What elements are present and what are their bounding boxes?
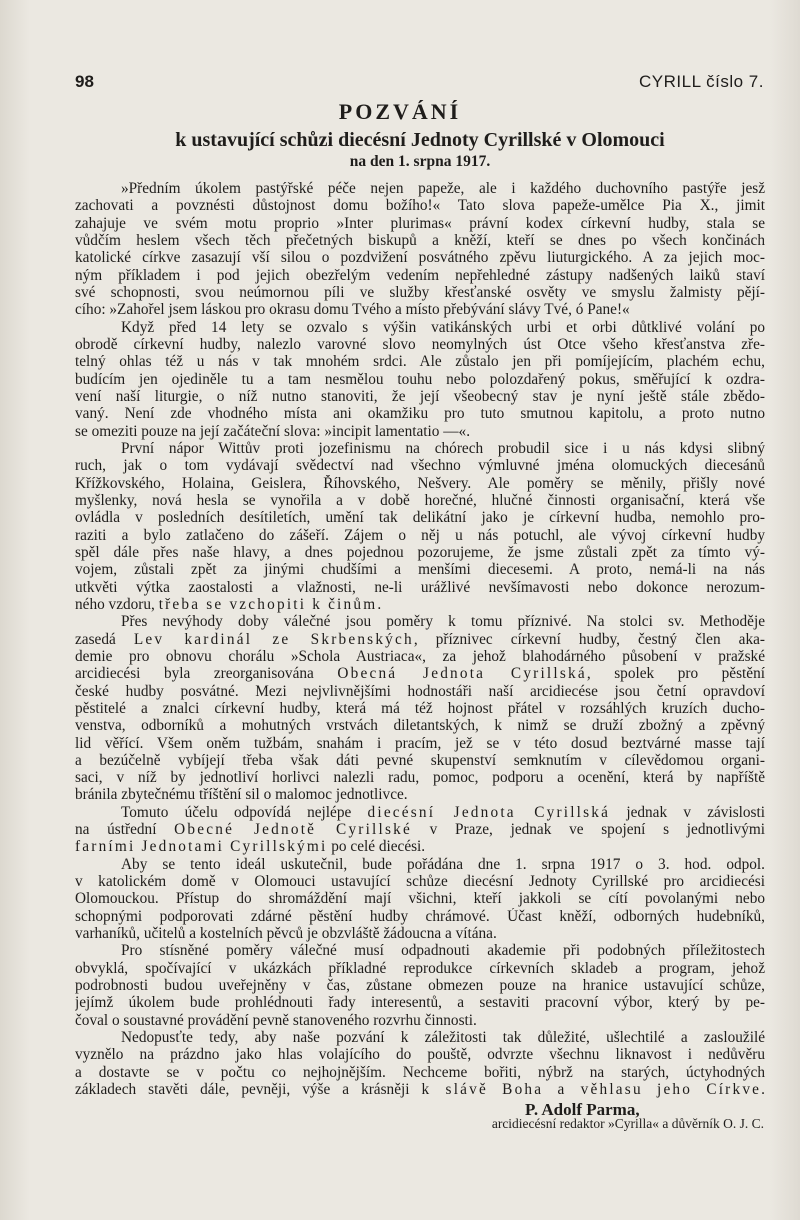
text-run: vojem, zůstali zpět za jinými chudšími a menšími diecesemi. A proto, nemá-li na nás [75, 561, 765, 579]
text-line [75, 1029, 765, 1046]
text-run: cího: »Zahořel jsem láskou pro okrasu domu Tvého a místo přebývání slávy Tvé, ó Pane!« [75, 301, 630, 319]
text-run: , příznivec církevní hudby, čestný člen aka- [413, 630, 765, 648]
text-run: katolické církve zasazují vší silou o pozdvižení posvátného zpěvu liuturgického. A za jejich moc- [75, 249, 765, 267]
text-line [75, 353, 765, 370]
text-run: Přes nevýhody doby válečné jsou poměry k tomu příznivé. Na stolci sv. Methoděje [121, 613, 765, 631]
text-run: Křížkovského, Holaina, Geislera, Říhovského, Nešvery. Ale poměry se měnily, přišly nové [75, 474, 765, 492]
text-line [75, 440, 765, 457]
text-line [75, 180, 765, 197]
spaced-emphasis: farními Jednotami Cyrillskými [75, 838, 328, 856]
text-line [75, 752, 765, 769]
text-run: arcidiecési byla zreorganisována [75, 665, 338, 683]
spaced-emphasis: třeba se vzchopiti k činům [158, 595, 378, 613]
text-run: zasedá [75, 630, 134, 648]
text-run: české hudby posvátné. Mezi nejvlivnějšími hodnostáři naší arcidiecése jsou četní opravdoví [75, 682, 765, 700]
text-run: myšlenky, nová hesla se vynořila a v době horečné, hlučné činnosti organisační, která vše [75, 491, 765, 509]
text-run: venstva, odborníků a mohutných vrstvách diletantských, k nimž se druží zbožný a zpěvný [75, 717, 765, 735]
text-run: pěstitelé a znalci církevní hudby, která má též hojnost přátel v rozsáhlých kruzích ducho- [75, 699, 765, 717]
text-line [75, 960, 765, 977]
text-line [75, 994, 765, 1011]
text-run: a dostavte se v počtu co nejhojnějším. Nechceme bořiti, nýbrž na starých, úctyhodných [75, 1063, 765, 1081]
signature-role: arcidiecésní redaktor »Cyrilla« a důvěrník O. J. C. [491, 1116, 764, 1131]
text-line [75, 475, 765, 492]
running-head: CYRILL číslo 7. [639, 72, 764, 91]
text-run: . [761, 1081, 765, 1099]
text-line [75, 838, 765, 855]
text-line [75, 405, 765, 422]
text-run: své schopnosti, svou neúmornou píli ve služby křesťanské osvěty ve smyslu žalmisty pějí- [75, 283, 765, 301]
text-line [75, 890, 765, 907]
text-run: ovládla v posledních desítiletích, umění tak delikátní jako je církevní hudba, nemohlo pro- [75, 509, 765, 527]
text-line [75, 856, 765, 873]
text-run: a bezúčelně vybíjejí třeba však dáti pevné skupenství semknutím v cílevědomou organi- [75, 751, 765, 769]
text-run: saci, v níž by jednotliví horlivci nalezli radu, pomoc, podporu a ocenění, která by napříště [75, 769, 765, 787]
text-run: vyznělo na prázdno jako hlas volajícího do pouště, odvrzte všechnu liknavost i nedůvěru [75, 1046, 765, 1064]
text-line [75, 683, 765, 700]
text-line [75, 873, 765, 890]
text-run: se omeziti pouze na její začáteční slova: »incipit lamentatio —«. [75, 422, 471, 440]
article-subtitle: k ustavující schůzi diecésní Jednoty Cyrillské v Olomouci [175, 129, 665, 151]
spaced-emphasis: k slávě Boha a věhlasu jeho Církve [421, 1081, 762, 1099]
text-line [75, 735, 765, 752]
text-run: schopnými podporovati zdárné pěstění hudby chrámové. Účast kněží, odborných hudebníků, [75, 907, 765, 925]
text-run: Když před 14 lety se ozvalo s výšin vatikánských urbi et orbi důtklivé volání po [121, 318, 765, 336]
text-run: První nápor Wittův proti jozefinismu na chórech probudil sice i u nás kdysi slibný [121, 439, 765, 457]
text-line [75, 423, 765, 440]
text-line [75, 457, 765, 474]
text-run: Pro stísněné poměry válečné musí odpadnouti akademie při podobných příležitostech [121, 942, 765, 960]
text-line [75, 509, 765, 526]
text-line [75, 1012, 765, 1029]
spaced-emphasis: Obecné Jednotě Cyrillské [174, 821, 412, 839]
text-line [75, 284, 765, 301]
text-run: čoval o soustavné provádění pevně stanoveného rozvrhu činnosti. [75, 1011, 477, 1029]
text-run: po celé diecési. [327, 838, 426, 856]
text-run: ruch, jak o tom vydávají svědectví nad všechno výmluvné jména olomuckých diecesánů [75, 457, 765, 475]
text-run: lid věřící. Všem oněm tužbám, snahám i pracím, jež se v této dosud beztvárné masse tají [75, 734, 765, 752]
text-run: vení naší liturgie, o níž nutno stanoviti, že její všeobecný stav je nyní ještě stále zbědo- [75, 387, 765, 405]
text-line [75, 561, 765, 578]
text-run: Olomouckou. Přístup do shromáždění mají všichni, kteří jakkoli se cítí povolanými nebo [75, 890, 765, 908]
article-date: na den 1. srpna 1917. [349, 153, 491, 170]
article-body [75, 180, 765, 1098]
text-run: bránila zbytečnému tříštění sil o malomoc jednotlivce. [75, 786, 408, 804]
text-run: jednak v závislosti [610, 803, 765, 821]
text-run: telný ohlas též u nás v tak mnohém srdci. Ale zůstalo jen při pomíjejícím, plachém echu, [75, 353, 765, 371]
text-line [75, 786, 765, 803]
spaced-emphasis: Obecná Jednota Cyrillská [337, 665, 587, 683]
text-run: Nedopusťte tedy, aby naše pozvání k záležitosti tak důležité, ušlechtilé a zasloužilé [121, 1029, 765, 1047]
text-run: základech stavěti dále, pevněji, výše a krásněji [75, 1081, 422, 1099]
text-run: utkvěti výtka zaostalosti a vlažnosti, ne-li urážlivé nevšímavosti nebo dokonce nerozum- [75, 578, 765, 596]
text-run: zachovati a povznésti důstojnost domu božího!« Tato slova papeže-umělce Pia X., jimit [75, 197, 765, 215]
text-line [75, 336, 765, 353]
text-run: demie pro obnovu chorálu »Schola Austriaca«, za jehož blahodárného působení v pražské [75, 647, 765, 665]
text-run: varhaníků, učitelů a kostelních pěvců je obzvláště žádoucna a vítána. [75, 925, 497, 943]
spaced-emphasis: Lev kardinál ze Skrbenských [133, 630, 414, 648]
text-run: obvyklá, spočívající v ukázkách příkladné reprodukce církevních skladeb a program, jehož [75, 959, 765, 977]
text-run: obrodě církevní hudby, nalezlo varovné slovo neomylných úst Otce všeho křesťanstva zře- [75, 335, 765, 353]
text-line [75, 249, 765, 266]
text-line [75, 527, 765, 544]
text-line [75, 544, 765, 561]
text-run: Tomuto účelu odpovídá nejlépe [121, 803, 368, 821]
text-run: podrobnosti budou uveřejněny v čas, zůstane obmezen pouze na hranice ustavující schůze, [75, 977, 765, 995]
text-run: raziti a bylo zatlačeno do zášeří. Zájem o něj u nás potuchl, ale vývoj církevní hudby [75, 526, 765, 544]
text-line [75, 267, 765, 284]
text-run: budícím jen ojediněle tu a tam nesmělou touhu nebo polozdařený pokus, směřující k ozdra- [75, 370, 765, 388]
text-run: ného vzdoru, [75, 595, 159, 613]
text-run: spěl dále přes naše hlavy, a dnes pojednou pozorujeme, že jsme zůstali zpět za tímto vý- [75, 543, 765, 561]
text-line [75, 492, 765, 509]
text-line [75, 232, 765, 249]
text-line [75, 596, 765, 613]
text-line [75, 717, 765, 734]
text-run: Aby se tento ideál uskutečnil, bude pořádána dne 1. srpna 1917 o 3. hod. odpol. [121, 855, 765, 873]
text-line [75, 388, 765, 405]
text-line [75, 1046, 765, 1063]
text-run: vůdčím heslem všech těch přečetných biskupů a kněží, kteří se dnes po všech končinách [75, 231, 765, 249]
text-line [75, 908, 765, 925]
text-line [75, 925, 765, 942]
text-line [75, 197, 765, 214]
text-run: na ústřední [75, 821, 175, 839]
text-line [75, 371, 765, 388]
text-line [75, 579, 765, 596]
text-run: ným příkladem i pod jejich obezřelým vedením nepřehledné zástupy nadšených laiků staví [75, 266, 765, 284]
text-line [75, 631, 765, 648]
text-line [75, 301, 765, 318]
text-run: , spolek pro pěstění [586, 665, 765, 683]
text-line [75, 942, 765, 959]
text-run: jejímž úkolem bude prohlédnouti řady interesentů, a sestaviti pracovní výbor, který by pe- [75, 994, 765, 1012]
text-line [75, 977, 765, 994]
page-number: 98 [75, 72, 94, 91]
text-line [75, 1081, 765, 1098]
signature-name: P. Adolf Parma, [525, 1100, 640, 1119]
text-run: v Praze, jednak ve spojení s jednotlivými [411, 821, 765, 839]
text-line [75, 1064, 765, 1081]
spaced-emphasis: diecésní Jednota Cyrillská [367, 803, 611, 821]
text-run: zahajuje ve svém motu proprio »Inter plurimas« právní kodex církevní hudby, stala se [75, 214, 765, 232]
text-run: v katolickém domě v Olomouci ustavující schůze diecésní Jednoty Cyrillské pro arcidiecési [75, 873, 765, 891]
article-title: POZVÁNÍ [338, 99, 462, 124]
text-line [75, 648, 765, 665]
text-run: »Předním úkolem pastýřské péče nejen papeže, ale i každého duchovního pastýře jesž [121, 180, 765, 197]
text-line [75, 665, 765, 682]
text-line [75, 769, 765, 786]
text-run: . [377, 595, 382, 613]
text-line [75, 215, 765, 232]
text-line [75, 319, 765, 336]
text-line [75, 700, 765, 717]
text-line [75, 804, 765, 821]
text-line [75, 821, 765, 838]
text-line [75, 613, 765, 630]
text-run: vaný. Není zde vhodného místa ani okamžiku pro tuto smutnou kapitolu, a proto nutno [75, 405, 765, 423]
